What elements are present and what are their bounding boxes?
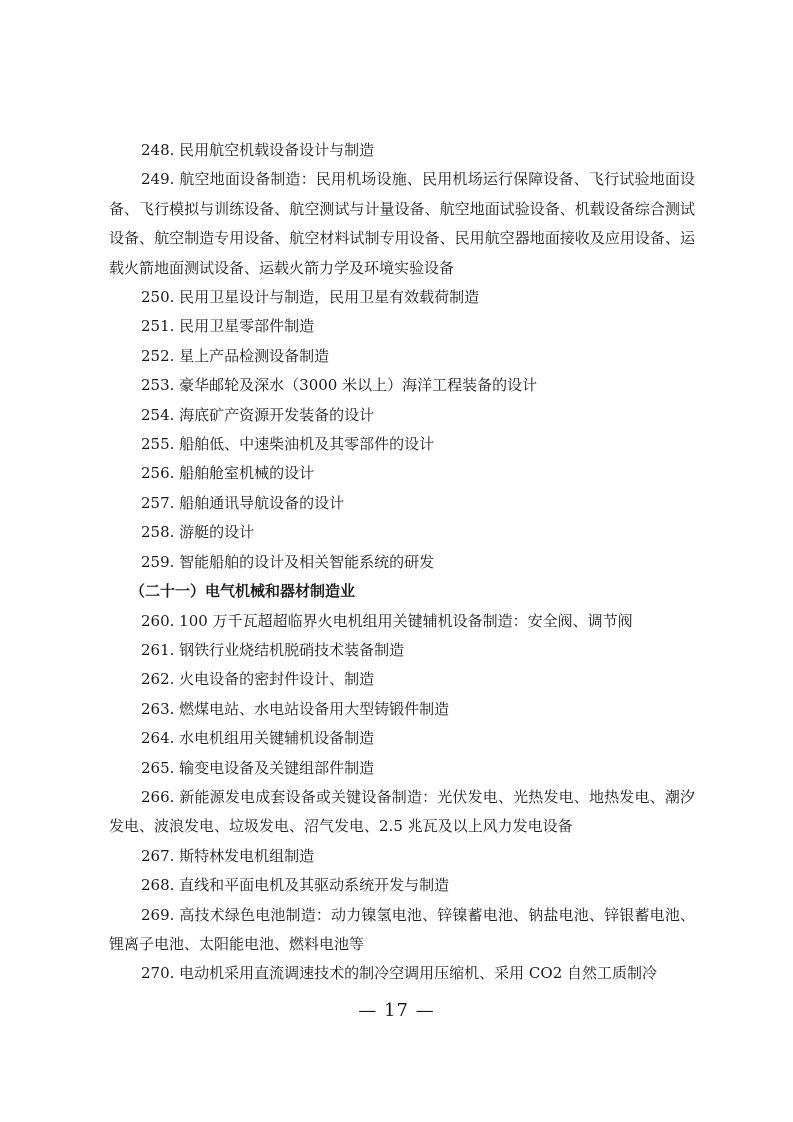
list-item: 250. 民用卫星设计与制造，民用卫星有效载荷制造 xyxy=(141,288,480,307)
list-item: 259. 智能船舶的设计及相关智能系统的研发 xyxy=(141,552,435,571)
list-item: 261. 钢铁行业烧结机脱硝技术装备制造 xyxy=(141,640,405,659)
list-item: 248. 民用航空机载设备设计与制造 xyxy=(141,141,375,159)
list-item: 262. 火电设备的密封件设计、制造 xyxy=(141,670,375,689)
list-item: 251. 民用卫星零部件制造 xyxy=(141,317,315,336)
list-item: 267. 斯特林发电机组制造 xyxy=(141,846,315,865)
list-item: 269. 高技术绿色电池制造：动力镍氢电池、锌镍蓄电池、钠盐电池、锌银蓄电池、锂离子电池、太阳能电池、燃料电池等 xyxy=(109,905,695,953)
section-heading: （二十一）电气机械和器材制造业 xyxy=(130,582,356,601)
page-number: — 17 — xyxy=(358,1000,435,1021)
list-item: 265. 输变电设备及关键组部件制造 xyxy=(141,758,375,777)
list-item: 266. 新能源发电成套设备或关键设备制造：光伏发电、光热发电、地热发电、潮汐发电、波浪发电、垃圾发电、沼气发电、2.5 兆瓦及以上风力发电设备 xyxy=(109,787,695,836)
list-item: 254. 海底矿产资源开发装备的设计 xyxy=(141,405,375,424)
list-item: 253. 豪华邮轮及深水（3000 米以上）海洋工程装备的设计 xyxy=(141,376,538,395)
list-item: 258. 游艇的设计 xyxy=(141,523,255,542)
list-item: 257. 船舶通讯导航设备的设计 xyxy=(141,493,345,512)
list-item: 260. 100 万千瓦超超临界火电机组用关键辅机设备制造：安全阀、调节阀 xyxy=(141,611,633,630)
list-item: 256. 船舶舱室机械的设计 xyxy=(141,464,315,483)
list-item: 268. 直线和平面电机及其驱动系统开发与制造 xyxy=(141,876,450,895)
list-item: 270. 电动机采用直流调速技术的制冷空调用压缩机、采用 CO2 自然工质制冷 xyxy=(141,964,658,983)
list-item: 249. 航空地面设备制造：民用机场设施、民用机场运行保障设备、飞行试验地面设备、飞行模拟与训练设备、航空测试与计量设备、航空地面试验设备、机载设备综合测试设备、航空制造专用设备、航空材料试制专用设备、民用航空器地面接收及应用设备、运载火箭地面测试设备、运载火箭力学及环境实验设备 xyxy=(109,170,695,277)
list-item: 264. 水电机组用关键辅机设备制造 xyxy=(141,729,375,748)
list-item: 263. 燃煤电站、水电站设备用大型铸锻件制造 xyxy=(141,699,450,718)
list-item: 255. 船舶低、中速柴油机及其零部件的设计 xyxy=(141,435,435,454)
document-body xyxy=(109,136,695,989)
list-item: 252. 星上产品检测设备制造 xyxy=(141,346,330,365)
